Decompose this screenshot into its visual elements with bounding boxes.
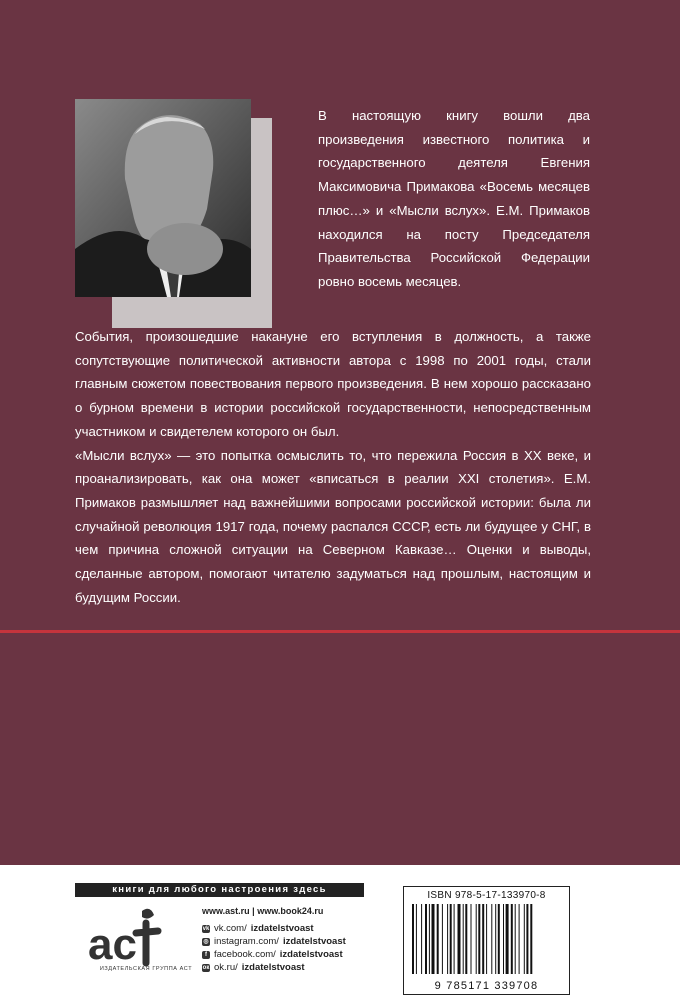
barcode-bar <box>421 904 422 974</box>
description-paragraph-2: «Мысли вслух» — это попытка осмыслить то, что пережила Россия в XX веке, и проанализировать, как она может «вписаться в реалии XXI столетия». Е.М. Примаков размышляет над важнейшими вопросами российской истории: была ли случайной революция 1917 года, почему распался СССР, есть ли будущее у СНГ, в чем причина сложной ситуации на Северном Кавказе… Оценки и выводы, сделанные автором, помогают читателю задуматься над прошлым, настоящим и будущим России. <box>75 447 591 605</box>
barcode-bar <box>432 904 435 974</box>
barcode-bar <box>454 904 455 974</box>
publisher-websites[interactable]: www.ast.ru | www.book24.ru <box>202 906 324 916</box>
barcode-bar <box>503 904 504 974</box>
social-link-vk[interactable] <box>202 922 346 935</box>
barcode-bar <box>524 904 525 974</box>
barcode-bar <box>447 904 448 974</box>
barcode-bar <box>498 904 500 974</box>
social-link-odnoklassniki[interactable] <box>202 961 346 974</box>
barcode-bar <box>526 904 528 974</box>
barcode-bar <box>478 904 480 974</box>
barcode-block <box>403 886 570 995</box>
barcode-bar <box>511 904 513 974</box>
barcode-bar <box>425 904 427 974</box>
social-link-handle: izdatelstvoast <box>279 949 343 960</box>
social-link-handle: izdatelstvoast <box>282 936 346 947</box>
barcode-bar <box>519 904 520 974</box>
barcode-bar <box>515 904 516 974</box>
author-portrait-image <box>75 99 251 297</box>
social-link-handle: izdatelstvoast <box>241 962 305 973</box>
barcode-bar <box>412 904 414 974</box>
barcode-bar <box>458 904 461 974</box>
odnoklassniki-icon: ок <box>202 964 210 971</box>
barcode-bar <box>437 904 439 974</box>
vk-icon: vk <box>202 925 210 932</box>
barcode-bar <box>491 904 492 974</box>
barcode-bar <box>429 904 430 974</box>
publisher-group-label: ИЗДАТЕЛЬСКАЯ ГРУППА АСТ <box>99 966 193 972</box>
facebook-icon: f <box>202 951 210 959</box>
barcode-bar <box>465 904 467 974</box>
barcode-bar <box>482 904 484 974</box>
social-link-prefix: ok.ru/ <box>214 962 238 973</box>
author-photo <box>75 99 251 297</box>
publisher-links <box>202 906 346 974</box>
svg-text:ac: ac <box>88 920 137 969</box>
barcode-bar <box>463 904 464 974</box>
barcode-bar <box>530 904 532 974</box>
instagram-icon: ◎ <box>203 938 209 945</box>
social-link-instagram[interactable] <box>202 935 346 948</box>
ean-number: 9 785171 339708 <box>434 980 539 992</box>
social-link-prefix: vk.com/ <box>214 923 247 934</box>
social-link-handle: izdatelstvoast <box>250 923 314 934</box>
isbn-label: ISBN 978-5-17-133970-8 <box>427 890 546 901</box>
description-paragraph-1: События, произошедшие накануне его вступления в должность, а также сопутствующие политической активности автора с 1998 по 2001 годы, стали главным сюжетом повествования первого произведения. В нем хорошо рассказано о бурном времени в истории российской государственности, непосредственным участником и свидетелем которого он был. <box>75 329 591 439</box>
barcode-icon <box>412 904 564 974</box>
barcode-bar <box>450 904 452 974</box>
barcode-bar <box>495 904 496 974</box>
ast-logo-icon <box>86 903 196 973</box>
intro-paragraph: В настоящую книгу вошли два произведения известного политика и государственного деятеля Евгения Максимовича Примакова «Восемь месяцев плюс…» и «Мысли вслух». Е.М. Примаков находился на посту Председателя Правительства Российской Федерации ровно восемь месяцев. <box>318 108 590 289</box>
barcode-bar <box>471 904 472 974</box>
accent-divider <box>0 630 680 633</box>
barcode-bar <box>416 904 417 974</box>
barcode-bar <box>486 904 487 974</box>
publisher-tagline: книги для любого настроения здесь <box>75 883 364 897</box>
barcode-bar <box>506 904 509 974</box>
social-link-prefix: facebook.com/ <box>214 949 276 960</box>
barcode-bar <box>442 904 443 974</box>
social-link-facebook[interactable] <box>202 948 346 961</box>
social-link-prefix: instagram.com/ <box>214 936 279 947</box>
barcode-bar <box>476 904 477 974</box>
main-description <box>75 325 591 609</box>
